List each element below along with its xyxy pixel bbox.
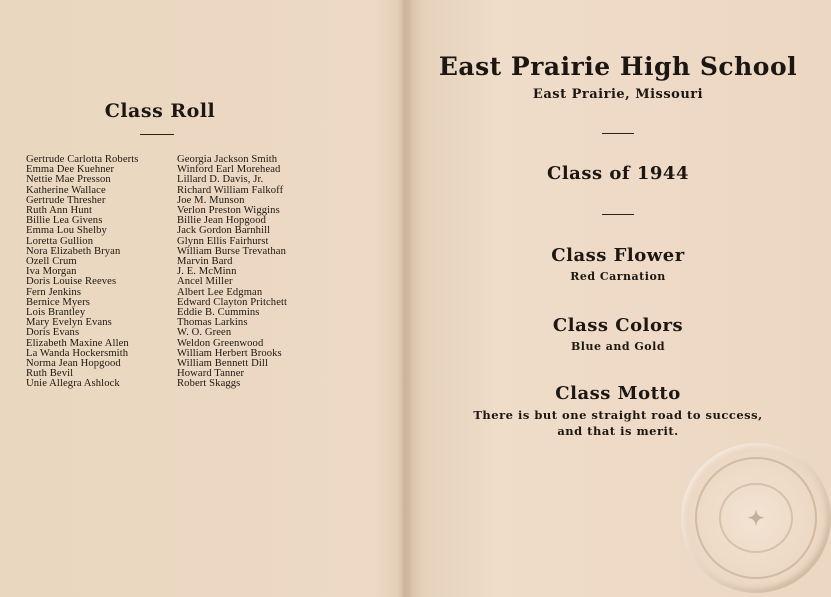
roll-name: Iva Morgan: [26, 266, 77, 278]
roll-name: Lois Brantley: [26, 307, 86, 319]
roll-name: Ancel Miller: [177, 276, 233, 288]
roll-name: William Bennett Dill: [177, 358, 269, 370]
divider-1: [602, 133, 634, 134]
roll-name: J. E. McMinn: [177, 266, 237, 278]
roll-name: Emma Dee Kuehner: [26, 164, 115, 176]
roll-name: Bernice Myers: [26, 296, 90, 308]
roll-name: Fern Jenkins: [26, 286, 82, 298]
left-page: [0, 0, 405, 597]
roll-name: William Herbert Brooks: [177, 347, 282, 359]
title-divider: [140, 134, 174, 135]
roll-name: Doris Evans: [26, 327, 80, 339]
roll-name: Jack Gordon Barnhill: [177, 225, 271, 237]
roll-name: Eddie B. Cummins: [177, 307, 260, 319]
roll-name: Ozell Crum: [26, 256, 77, 268]
class-colors-value: Blue and Gold: [570, 340, 666, 353]
school-location: East Prairie, Missouri: [532, 87, 704, 102]
roll-name: Winford Earl Morehead: [177, 164, 281, 176]
roll-name: Ruth Ann Hunt: [26, 205, 93, 217]
roll-name: Robert Skaggs: [177, 378, 241, 390]
class-roll-title: Class Roll: [104, 100, 216, 122]
roll-name: Norma Jean Hopgood: [26, 358, 121, 370]
roll-column-right: [177, 155, 287, 390]
roll-name: Joe M. Munson: [177, 194, 245, 206]
roll-name: Howard Tanner: [177, 368, 245, 380]
roll-name: Billie Jean Hopgood: [177, 215, 266, 227]
roll-name: Billie Lea Givens: [26, 215, 103, 227]
class-flower-heading: Class Flower: [551, 245, 685, 266]
roll-name: Lillard D. Davis, Jr.: [177, 174, 264, 186]
roll-name: Nora Elizabeth Bryan: [26, 245, 121, 257]
class-of-title: Class of 1944: [547, 163, 689, 184]
roll-name: Nettie Mae Presson: [26, 174, 111, 186]
class-colors-heading: Class Colors: [552, 315, 684, 336]
roll-name: Georgia Jackson Smith: [177, 154, 278, 165]
class-motto-line-1: There is but one straight road to success,: [473, 408, 763, 422]
roll-name: La Wanda Hockersmith: [26, 347, 129, 359]
roll-name: Katherine Wallace: [26, 184, 106, 196]
roll-name: William Burse Trevathan: [177, 245, 286, 257]
roll-name: Weldon Greenwood: [177, 337, 264, 349]
school-name: East Prairie High School: [438, 52, 798, 81]
roll-name: Mary Evelyn Evans: [26, 317, 112, 329]
class-motto-line-2: and that is merit.: [557, 424, 679, 438]
roll-name: Ruth Bevil: [26, 368, 74, 380]
roll-name: Emma Lou Shelby: [26, 225, 107, 237]
roll-name: Unie Allegra Ashlock: [26, 378, 120, 390]
embossed-seal-icon: [681, 443, 831, 593]
roll-name: Richard William Falkoff: [177, 184, 284, 196]
roll-name: Elizabeth Maxine Allen: [26, 337, 129, 349]
roll-name: Albert Lee Edgman: [177, 286, 263, 298]
roll-name: Thomas Larkins: [177, 317, 248, 329]
seal-center: ✦: [719, 483, 793, 553]
roll-name: Gertrude Carlotta Roberts: [26, 154, 139, 165]
roll-column-left: [26, 155, 139, 390]
class-flower-value: Red Carnation: [570, 270, 666, 283]
roll-name: Verlon Preston Wiggins: [177, 205, 280, 217]
roll-name: Edward Clayton Pritchett: [177, 296, 288, 308]
divider-2: [602, 214, 634, 215]
roll-name: Gertrude Thresher: [26, 194, 106, 206]
roll-name: Glynn Ellis Fairhurst: [177, 235, 269, 247]
roll-name: W. O. Green: [177, 327, 232, 339]
roll-name: Doris Louise Reeves: [26, 276, 117, 288]
roll-name: Marvin Bard: [177, 256, 233, 268]
roll-name: Loretta Gullion: [26, 235, 94, 247]
class-motto-heading: Class Motto: [555, 383, 681, 404]
